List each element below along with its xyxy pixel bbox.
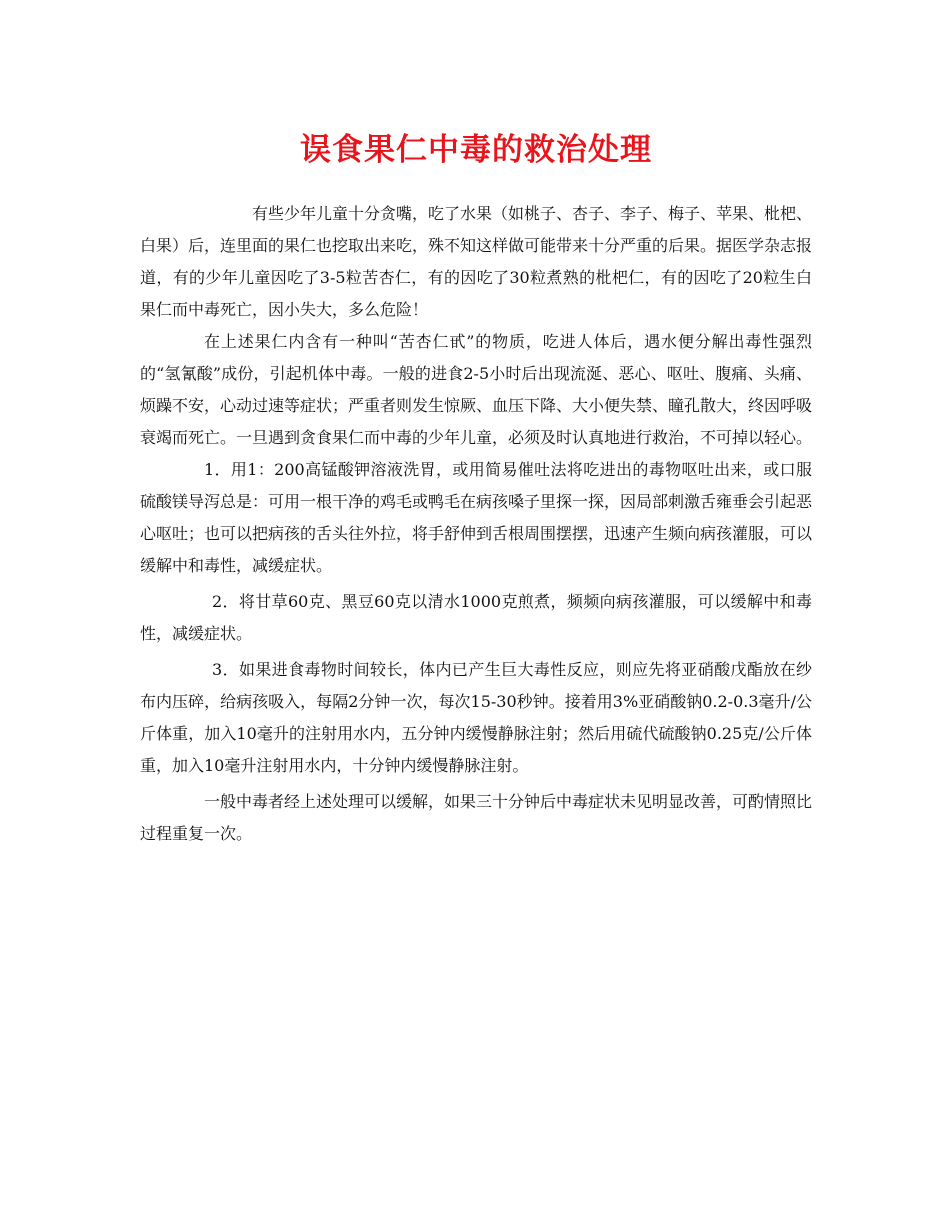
paragraph-intro: 有些少年儿童十分贪嘴，吃了水果（如桃子、杏子、李子、梅子、苹果、枇杷、白果）后，连里面的果仁也挖取出来吃，殊不知这样做可能带来十分严重的后果。据医学杂志报道，有的少年儿童因吃了3-5粒苦杏仁，有的因吃了30粒煮熟的枇杷仁，有的因吃了20粒生白果仁而中毒死亡，因小失大，多么危险！ <box>140 204 813 319</box>
paragraph-treatment-2: 2．将甘草60克、黑豆60克以清水1000克煎煮，频频向病孩灌服，可以缓解中和毒性，减缓症状。 <box>140 592 812 643</box>
paragraph-cause: 在上述果仁内含有一种叫“苦杏仁甙”的物质，吃进人体后，遇水便分解出毒性强烈的“氢氰酸”成份，引起机体中毒。一般的进食2-5小时后出现流涎、恶心、呕吐、腹痛、头痛、烦躁不安，心动过速等症状；严重者则发生惊厥、血压下降、大小便失禁、瞳孔散大，终因呼吸衰竭而死亡。一旦遇到贪食果仁而中毒的少年儿童，必须及时认真地进行救治，不可掉以轻心。 <box>140 332 813 447</box>
document-page <box>140 128 812 850</box>
paragraph-treatment-1: 1．用1：200高锰酸钾溶液洗胃，或用简易催吐法将吃进出的毒物呕吐出来，或口服硫酸镁导泻总是：可用一根干净的鸡毛或鸭毛在病孩嗓子里探一探，因局部刺激舌雍垂会引起恶心呕吐；也可以把病孩的舌头往外拉，将手舒伸到舌根周围摆摆，迅速产生频向病孩灌服，可以缓解中和毒性，减缓症状。 <box>140 460 813 575</box>
paragraph-conclusion: 一般中毒者经上述处理可以缓解，如果三十分钟后中毒症状未见明显改善，可酌情照比过程重复一次。 <box>140 792 813 843</box>
document-title: 误食果仁中毒的救治处理 <box>300 132 652 168</box>
paragraph-treatment-3: 3．如果进食毒物时间较长，体内已产生巨大毒性反应，则应先将亚硝酸戊酯放在纱布内压碎，给病孩吸入，每隔2分钟一次，每次15-30秒钟。接着用3%亚硝酸钠0.2-0.3毫升/公斤体重，加入10毫升的注射用水内，五分钟内缓慢静脉注射；然后用硫代硫酸钠0.25克/公斤体重，加入10毫升注射用水内，十分钟内缓慢静脉注射。 <box>140 660 812 775</box>
